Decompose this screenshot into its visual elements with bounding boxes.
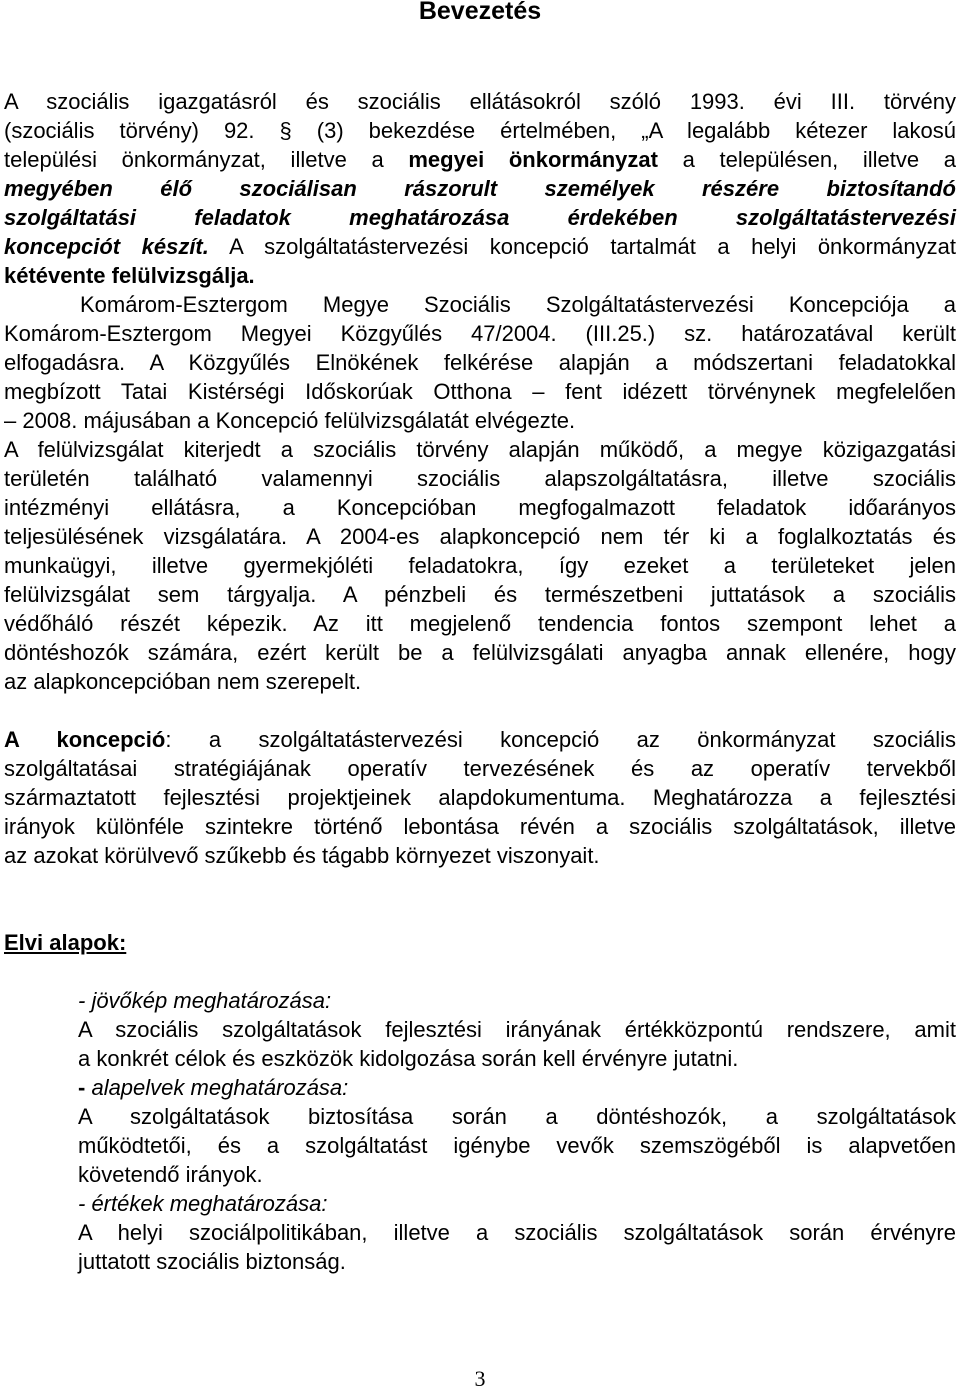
text-run: települési önkormányzat, illetve a xyxy=(4,147,409,172)
scope-line-6: felülvizsgálat sem tárgyalja. A pénzbeli és természetbeni juttatások a szociális xyxy=(4,582,956,607)
vision-line-1: A szociális szolgáltatások fejlesztési irányának értékközpontú rendszere, amit xyxy=(78,1017,956,1042)
bold-text: megyei önkormányzat xyxy=(408,147,658,172)
scope-line-4: teljesülésének vizsgálatára. A 2004-es alapkoncepció nem tér ki a foglalkoztatás és xyxy=(4,524,956,549)
principles-line-1: A szolgáltatások biztosítása során a döntéshozók, a szolgáltatások xyxy=(78,1104,956,1129)
adoption-line-5: – 2008. májusában a Koncepció felülvizsgálatát elvégezte. xyxy=(4,408,576,433)
intro-line-7: kétévente felülvizsgálja. xyxy=(4,263,255,288)
adoption-line-3: elfogadásra. A Közgyűlés Elnökének felkérése alapján a módszertani feladatokkal xyxy=(4,350,956,375)
concept-line-2: szolgáltatásai stratégiájának operatív tervezésének és az operatív tervekből xyxy=(4,756,956,781)
adoption-line-4: megbízott Tatai Kistérségi Időskorúak Otthona – fent idézett törvénynek megfelelően xyxy=(4,379,956,404)
intro-line-4: megyében élő szociálisan rászorult személyek részére biztosítandó xyxy=(4,176,956,201)
vision-label: - jövőkép meghatározása: xyxy=(78,988,332,1013)
principles-heading: Elvi alapok: xyxy=(4,930,127,955)
bold-text: A koncepció xyxy=(4,727,166,752)
text-run: A szolgáltatástervezési koncepció tartalmát a helyi önkormányzat xyxy=(208,234,956,259)
scope-line-7: védőháló részét képezik. Az itt megjelenő tendencia fontos szempont lehet a xyxy=(4,611,956,636)
page-number: 3 xyxy=(474,1366,486,1391)
principles-line-2: működtetői, és a szolgáltatást igénybe vevők szemszögéből is alapvetően xyxy=(78,1133,956,1158)
vision-line-2: a konkrét célok és eszközök kidolgozása során kell érvényre jutatni. xyxy=(78,1046,739,1071)
dash-text: - xyxy=(78,1075,92,1100)
text-run: : a szolgáltatástervezési koncepció az önkormányzat szociális xyxy=(165,727,957,752)
italic-text: alapelvek meghatározása: xyxy=(91,1075,349,1100)
principles-label xyxy=(78,1073,956,1102)
scope-line-1: A felülvizsgálat kiterjedt a szociális törvény alapján működő, a megye közigazgatási xyxy=(4,437,956,462)
bold-italic-text: koncepciót készít. xyxy=(4,234,209,259)
scope-line-3: intézményi ellátásra, a Koncepcióban megfogalmazott feladatok időarányos xyxy=(4,495,956,520)
intro-line-6 xyxy=(4,232,956,261)
concept-line-1 xyxy=(4,725,956,754)
scope-line-2: területén található valamennyi szociális alapszolgáltatásra, illetve szociális xyxy=(4,466,956,491)
values-line-2: juttatott szociális biztonság. xyxy=(78,1249,346,1274)
scope-line-5: munkaügyi, illetve gyermekjóléti feladatokra, így ezeket a területeket jelen xyxy=(4,553,956,578)
intro-line-2: (szociális törvény) 92. § (3) bekezdése értelmében, „A legalább kétezer lakosú xyxy=(4,118,956,143)
values-label: - értékek meghatározása: xyxy=(78,1191,328,1216)
scope-line-9: az alapkoncepcióban nem szerepelt. xyxy=(4,669,362,694)
principles-line-3: követendő irányok. xyxy=(78,1162,263,1187)
intro-line-1: A szociális igazgatásról és szociális ellátásokról szóló 1993. évi III. törvény xyxy=(4,89,956,114)
concept-line-5: az azokat körülvevő szűkebb és tágabb környezet viszonyait. xyxy=(4,843,600,868)
intro-line-3 xyxy=(4,145,956,174)
text-run: a településen, illetve a xyxy=(657,147,956,172)
intro-line-5: szolgáltatási feladatok meghatározása érdekében szolgáltatástervezési xyxy=(4,205,956,230)
values-line-1: A helyi szociálpolitikában, illetve a szociális szolgáltatások során érvényre xyxy=(78,1220,956,1245)
adoption-line-1: Komárom-Esztergom Megye Szociális Szolgáltatástervezési Koncepciója a xyxy=(80,292,956,317)
page-title: Bevezetés xyxy=(418,0,542,25)
concept-line-3: származtatott fejlesztési projektjeinek alapdokumentuma. Meghatározza a fejlesztési xyxy=(4,785,956,810)
concept-line-4: irányok különféle szintekre történő lebontása révén a szociális szolgáltatások, illetve xyxy=(4,814,956,839)
adoption-line-2: Komárom-Esztergom Megyei Közgyűlés 47/2004. (III.25.) sz. határozatával került xyxy=(4,321,956,346)
scope-line-8: döntéshozók számára, ezért került be a felülvizsgálati anyagba annak ellenére, hogy xyxy=(4,640,956,665)
